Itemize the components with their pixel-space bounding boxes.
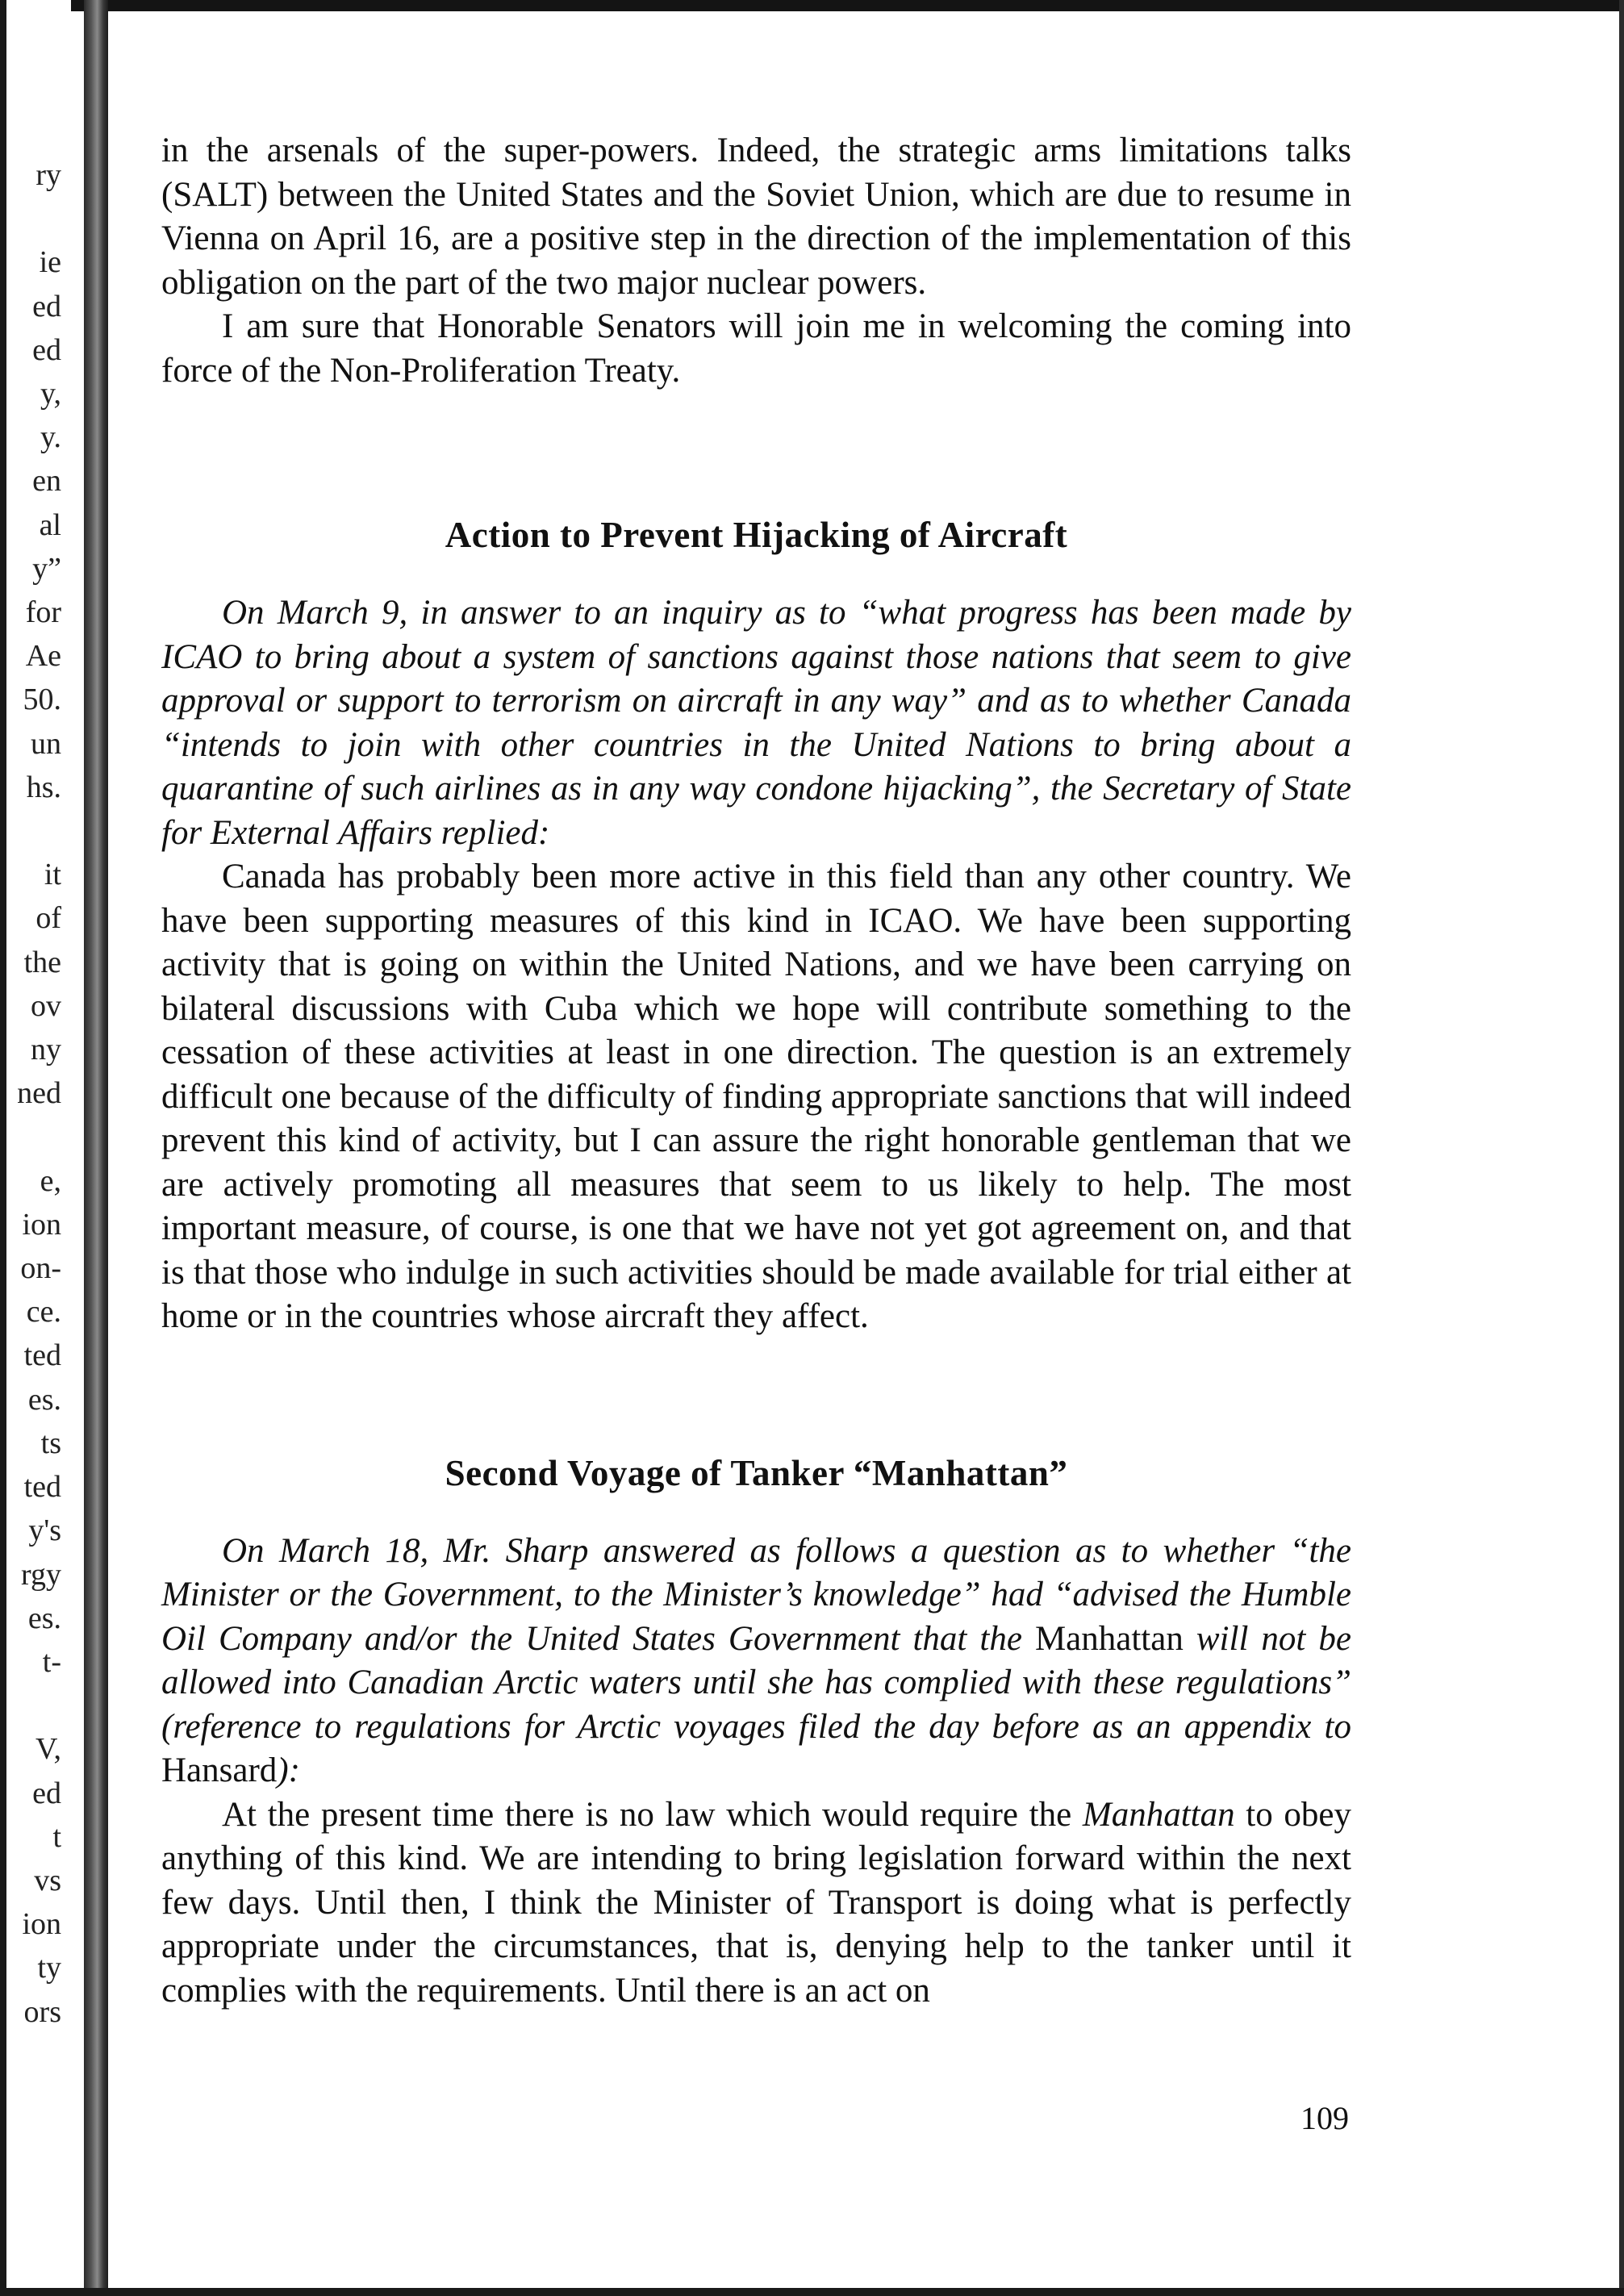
facing-page-fragment: on- bbox=[20, 1251, 61, 1286]
facing-page-fragment: ie bbox=[39, 245, 61, 280]
facing-page-fragment: for bbox=[25, 595, 61, 630]
paragraph-salt: in the arsenals of the super-powers. Indeed, the strategic arms limitations talks (SALT) between the United States and the Soviet Union, which are due to resume in Vienna on April 16, are a positive step in the direction of the implementation of this obligation on the part of the two major nuclear powers. bbox=[161, 131, 1351, 302]
facing-page-fragment: ion bbox=[22, 1207, 61, 1242]
facing-page-fragment: hs. bbox=[26, 770, 61, 804]
facing-page-fragment: ed bbox=[32, 289, 61, 324]
facing-page-fragment: ed bbox=[32, 1776, 61, 1810]
paragraph-hijacking-reply: Canada has probably been more active in this field than any other country. We have been supporting measures of this kind in ICAO. We have been supporting activity that is going on within the United Nations, and we have been carrying on bilateral discussions with Cuba which we hope will contribute something to the cessation of these activities at least in one direction. The question is an extremely difficult one because of the difficulty of finding appropriate sanctions that will indeed prevent this kind of activity, but I can assure the right honorable gentleman that we are actively promoting all measures that seem to us likely to help. The most important measure, of course, is one that we have not yet got agreement on, and that is that those who indulge in such activities should be made available for trial either at home or in the countries whose aircraft they affect. bbox=[161, 858, 1351, 1335]
facing-page-fragment: un bbox=[31, 726, 61, 761]
paragraph-manhattan-intro bbox=[161, 1530, 1351, 1793]
facing-page-fragment: en bbox=[32, 464, 61, 499]
heading-hijacking: Action to Prevent Hijacking of Aircraft bbox=[445, 515, 1068, 555]
facing-page-fragment: ed bbox=[32, 332, 61, 367]
facing-page-fragment: 50. bbox=[23, 683, 61, 717]
facing-page-fragment: the bbox=[23, 945, 61, 979]
facing-page-fragment: ted bbox=[23, 1338, 61, 1373]
facing-page-fragment: es. bbox=[27, 1601, 61, 1635]
facing-page-fragment: it bbox=[44, 858, 61, 892]
scan-top-edge bbox=[0, 0, 1624, 11]
manhattan-reply-text-1: At the present time there is no law which would require the bbox=[222, 1795, 1083, 1834]
page-number: 109 bbox=[1300, 2100, 1349, 2136]
facing-page-fragment: y, bbox=[40, 377, 61, 411]
paragraph-hijacking-intro: On March 9, in answer to an inquiry as to “what progress has been made by ICAO to bring about a system of sanctions against those nations that seem to give approval or support to terrorism on aircraft in any way” and as to whether Canada “intends to join with other countries in the United Nations to bring about a quarantine of such airlines as in any way condone hijacking”, the Secretary of State for External Affairs replied: bbox=[161, 594, 1351, 852]
manhattan-ship-name: Manhattan bbox=[1034, 1619, 1184, 1658]
facing-page-fragment: rgy bbox=[21, 1557, 61, 1592]
facing-page-fragment: ted bbox=[23, 1470, 61, 1505]
hansard-reference: Hansard bbox=[161, 1751, 278, 1789]
facing-page-fragment: t- bbox=[42, 1644, 61, 1679]
facing-page-fragment: al bbox=[39, 507, 61, 542]
heading-manhattan: Second Voyage of Tanker “Manhattan” bbox=[445, 1452, 1068, 1493]
facing-page-fragment: ce. bbox=[26, 1295, 61, 1330]
manhattan-intro-text-3: ): bbox=[277, 1751, 300, 1789]
facing-page-fragment: V, bbox=[35, 1732, 61, 1767]
paragraph-manhattan-reply bbox=[161, 1793, 1351, 2014]
facing-page-fragment bbox=[8, 197, 73, 240]
scan-left-edge bbox=[0, 0, 6, 2296]
facing-page-fragment: y. bbox=[40, 420, 61, 455]
facing-page-fragments bbox=[8, 153, 73, 2034]
facing-page-fragment: ty bbox=[37, 1951, 61, 1985]
facing-page-fragment: ny bbox=[31, 1033, 61, 1067]
facing-page-fragment: ion bbox=[22, 1907, 61, 1942]
facing-page-fragment: ors bbox=[23, 1994, 61, 2029]
facing-page-fragment: ned bbox=[17, 1076, 61, 1111]
facing-page-fragment: y” bbox=[32, 551, 61, 586]
paragraph-npt-welcome: I am sure that Honorable Senators will join me in welcoming the coming into force of the Non-Proliferation Treaty. bbox=[161, 307, 1351, 390]
facing-page-fragment bbox=[8, 1115, 73, 1158]
facing-page-fragment: vs bbox=[34, 1863, 61, 1897]
scan-right-edge bbox=[1619, 0, 1624, 2296]
facing-page-fragment: y's bbox=[28, 1513, 61, 1548]
facing-page-fragment: t bbox=[52, 1819, 61, 1854]
facing-page-fragment: of bbox=[35, 901, 61, 936]
facing-page-fragment: ts bbox=[40, 1426, 61, 1460]
facing-page-fragment bbox=[8, 809, 73, 853]
facing-page-fragment: es. bbox=[27, 1382, 61, 1417]
manhattan-ship-name-italic: Manhattan bbox=[1082, 1795, 1235, 1834]
book-spine bbox=[84, 0, 108, 2296]
manhattan-reply-text-2: to obey anything of this kind. We are intending to bring legislation forward within the next few days. Until then, I think the Minister of Transport is doing what is perfectly appropriate under the circumstances, that is, denying help to the tanker until it complies with the requirements. Until there is an act on bbox=[161, 1795, 1351, 2010]
facing-page-fragment: Ae bbox=[25, 639, 61, 674]
facing-page-fragment: ov bbox=[31, 988, 61, 1023]
page-body bbox=[161, 129, 1351, 2013]
scan-bottom-edge bbox=[0, 2288, 1624, 2296]
manhattan-intro-text-1: On March 18, Mr. Sharp answered as follows a question as to whether “the Minister or the Government, to the Minister’s knowledge” had “advised the Humble Oil Company and/or the United States Government that the bbox=[161, 1531, 1351, 1658]
facing-page-fragment: ry bbox=[35, 158, 61, 192]
manhattan-intro-text-2: will not be allowed into Canadian Arctic waters until she has complied with these regulations” (reference to regulations for Arctic voyages filed the day before as an appendix to bbox=[161, 1619, 1351, 1746]
facing-page-fragment: e, bbox=[40, 1163, 61, 1198]
facing-page-fragment bbox=[8, 1684, 73, 1727]
